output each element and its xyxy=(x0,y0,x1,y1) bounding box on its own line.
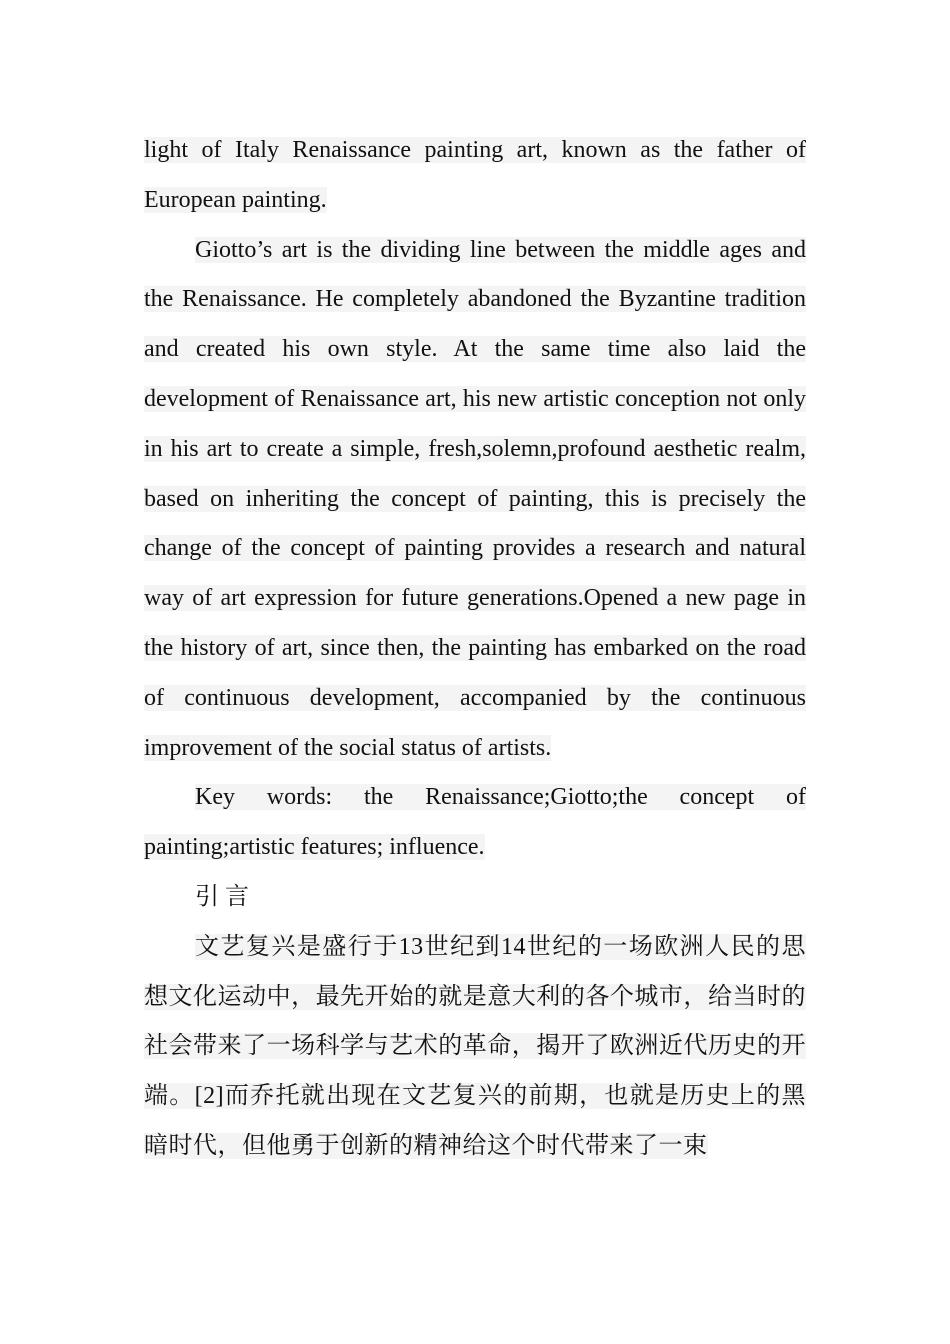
document-body xyxy=(144,126,806,1172)
paragraph-key-words xyxy=(144,773,806,873)
paragraph-text: Key words: the Renaissance;Giotto;the concept of painting;artistic features; influence. xyxy=(144,784,806,861)
paragraph-text: light of Italy Renaissance painting art, known as the father of European painting. xyxy=(144,137,806,213)
section-heading-introduction xyxy=(144,873,806,923)
paragraph-introduction xyxy=(144,923,806,1172)
paragraph-text: Giotto’s art is the dividing line between the middle ages and the Renaissance. He completely abandoned the Byzantine tradition and created his own style. At the same time also laid the development of Renaissance art, his new artistic conception not only in his art to create a simple, fresh,solemn,profound aesthetic realm, based on inheriting the concept of painting, this is precisely the change of the concept of painting provides a research and natural way of art expression for future generations.Opened a new page in the history of art, since then, the painting has embarked on the road of continuous development, accompanied by the continuous improvement of the social status of artists. xyxy=(144,236,806,761)
section-heading-text: 引 言 xyxy=(195,883,249,910)
paragraph-text: 文艺复兴是盛行于13世纪到14世纪的一场欧洲人民的思想文化运动中，最先开始的就是意大利的各个城市，给当时的社会带来了一场科学与艺术的革命，揭开了欧洲近代历史的开端。[2]而乔托就出现在文艺复兴的前期，也就是历史上的黑暗时代，但他勇于创新的精神给这个时代带来了一束 xyxy=(144,933,806,1159)
paragraph-abstract-giotto xyxy=(144,226,806,774)
paragraph-abstract-continuation xyxy=(144,126,806,226)
